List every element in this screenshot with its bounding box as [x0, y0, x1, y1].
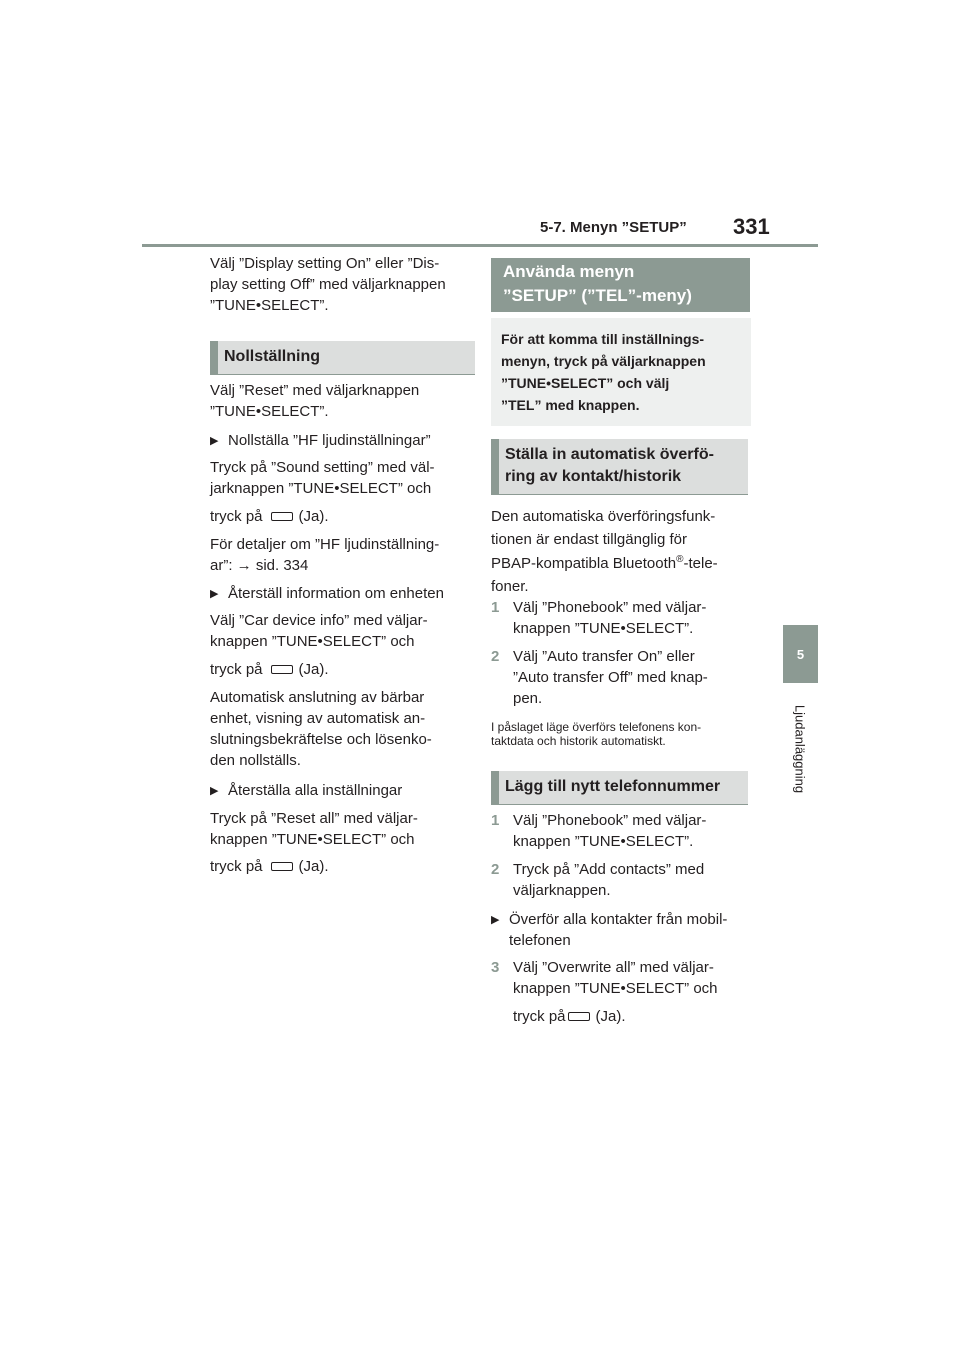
bullet-device-desc: [210, 687, 470, 771]
triangle-right-icon: ▶: [491, 914, 500, 926]
press-text: tryck på: [210, 858, 263, 875]
triangle-right-icon: ▶: [210, 785, 219, 797]
add-step-3-press: [513, 1006, 753, 1027]
button-icon: [568, 1012, 590, 1021]
auto-step-1: [491, 597, 753, 639]
note-line: ”TUNE•SELECT” och välj: [501, 375, 670, 391]
auto-transfer-text: [491, 506, 753, 597]
reset-heading: Nollställning: [210, 341, 475, 375]
intro-line: ”TUNE•SELECT”.: [210, 297, 329, 314]
bullet-device-text: [210, 610, 470, 652]
body-line: tionen är endast tillgänglig för: [491, 531, 687, 548]
add-step-3: [491, 957, 753, 999]
body-line: knappen ”TUNE•SELECT” och: [210, 633, 415, 650]
step-line: Välj ”Overwrite all” med väljar-: [513, 959, 714, 976]
small-note-line: I påslaget läge överförs telefonens kon-: [491, 720, 702, 734]
note-line: För att komma till inställnings-: [501, 331, 705, 347]
triangle-right-icon: ▶: [210, 435, 219, 447]
body-line: Automatisk anslutning av bärbar: [210, 689, 425, 706]
reset-block: [210, 380, 470, 422]
body-line: slutningsbekräftelse och lösenko-: [210, 731, 432, 748]
step-line: knappen ”TUNE•SELECT” och: [513, 980, 718, 997]
body-line: Tryck på ”Sound setting” med väl-: [210, 459, 435, 476]
bullet-hf-text: [210, 457, 470, 499]
chapter-tab: 5: [783, 625, 818, 683]
intro-line: Välj ”Display setting On” eller ”Dis-: [210, 255, 440, 272]
intro-line: play setting Off” med väljarknappen: [210, 276, 446, 293]
triangle-right-icon: ▶: [210, 588, 219, 600]
button-icon: [271, 665, 293, 674]
step-number: 3: [491, 959, 500, 976]
body-line: knappen ”TUNE•SELECT” och: [210, 831, 415, 848]
press-text: (Ja).: [298, 858, 329, 875]
step-number: 1: [491, 599, 500, 616]
add-step-2: [491, 859, 753, 901]
main-heading: [491, 258, 750, 312]
bullet-device-press: [210, 659, 470, 680]
bullet-hf-ref: [210, 534, 470, 576]
bullet-resetall-press: [210, 856, 470, 877]
press-text: (Ja).: [298, 508, 329, 525]
body-line: För detaljer om ”HF ljudinställning-: [210, 536, 440, 553]
section-title: 5-7. Menyn ”SETUP”: [540, 219, 687, 236]
body-line: den nollställs.: [210, 752, 301, 769]
main-heading-line: Använda menyn: [503, 262, 635, 281]
auto-transfer-heading: [491, 439, 748, 495]
step-line: knappen ”TUNE•SELECT”.: [513, 833, 694, 850]
heading-line: ring av kontakt/historik: [505, 468, 682, 485]
add-step-1: [491, 810, 753, 852]
bullet-title: Återställa alla inställningar: [228, 782, 403, 799]
body-line: Tryck på ”Reset all” med väljar-: [210, 810, 418, 827]
step-number: 2: [491, 861, 500, 878]
press-text: tryck på: [210, 661, 263, 678]
press-text: tryck på: [513, 1008, 566, 1025]
press-text: (Ja).: [595, 1008, 626, 1025]
step-number: 1: [491, 812, 500, 829]
bullet-hf: [210, 430, 470, 452]
button-icon: [271, 512, 293, 521]
bullet-title: Nollställa ”HF ljudinställningar”: [228, 432, 431, 449]
press-text: (Ja).: [298, 661, 329, 678]
bullet-title: Överför alla kontakter från mobil-: [509, 911, 728, 928]
bullet-device: [210, 583, 470, 605]
step-line: väljarknappen.: [513, 882, 611, 899]
bullet-title: Återställ information om enheten: [228, 585, 444, 602]
registered-mark: ®: [676, 554, 684, 565]
note-line: menyn, tryck på väljarknappen: [501, 353, 706, 369]
step-number: 2: [491, 648, 500, 665]
header-rule: [142, 244, 818, 247]
reset-text: Välj ”Reset” med väljarknappen: [210, 382, 420, 399]
step-line: Välj ”Phonebook” med väljar-: [513, 812, 707, 829]
step-line: ”Auto transfer Off” med knap-: [513, 669, 708, 686]
press-text: tryck på: [210, 508, 263, 525]
button-icon: [271, 862, 293, 871]
body-line: Den automatiska överföringsfunk-: [491, 508, 716, 525]
step-line: knappen ”TUNE•SELECT”.: [513, 620, 694, 637]
body-line: enhet, visning av automatisk an-: [210, 710, 426, 727]
auto-note: [491, 720, 753, 748]
add-number-heading: Lägg till nytt telefonnummer: [491, 771, 748, 805]
instruction-note: [491, 318, 751, 426]
body-line: -tele-: [683, 555, 718, 572]
bullet-resetall-text: [210, 808, 470, 850]
body-line: Välj ”Car device info” med väljar-: [210, 612, 428, 629]
auto-step-2: [491, 646, 753, 709]
body-line: foner.: [491, 578, 529, 595]
main-heading-line: ”SETUP” (”TEL”-meny): [503, 286, 692, 305]
page-reference: ar”: → sid. 334: [210, 557, 309, 574]
heading-line: Ställa in automatisk överfö-: [505, 446, 714, 463]
body-line: jarknappen ”TUNE•SELECT” och: [210, 480, 432, 497]
left-column: [210, 253, 470, 316]
step-line: Tryck på ”Add contacts” med: [513, 861, 705, 878]
step-line: Välj ”Phonebook” med väljar-: [513, 599, 707, 616]
step-line: Välj ”Auto transfer On” eller: [513, 648, 695, 665]
step-line: pen.: [513, 690, 543, 707]
note-line: ”TEL” med knappen.: [501, 397, 640, 413]
bullet-hf-press: [210, 506, 470, 527]
bullet-resetall: [210, 780, 470, 802]
add-bullet: [491, 909, 753, 951]
reset-text: ”TUNE•SELECT”.: [210, 403, 329, 420]
bullet-title: telefonen: [509, 932, 571, 949]
small-note-line: taktdata och historik automatiskt.: [491, 734, 666, 748]
page-number: 331: [733, 214, 770, 239]
body-line: PBAP-kompatibla Bluetooth: [491, 555, 677, 572]
chapter-label-text: Ljudanläggning: [792, 704, 808, 794]
chapter-label: [781, 694, 819, 804]
